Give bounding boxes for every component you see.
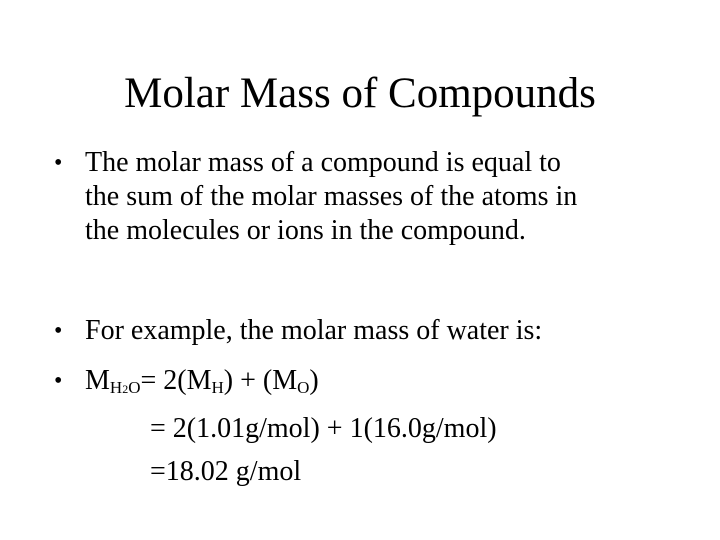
subscript-o: O — [297, 378, 310, 397]
equation-symbol: M — [85, 365, 110, 396]
subscript-o: O — [128, 378, 141, 397]
bullet-icon: • — [54, 150, 63, 176]
slide-title: Molar Mass of Compounds — [124, 70, 596, 117]
bullet-text — [85, 146, 685, 248]
subscript-h: H — [211, 378, 224, 397]
bullet-icon: • — [54, 368, 63, 394]
equation-part: ) — [309, 365, 319, 396]
bullet-line: The molar mass of a compound is equal to — [85, 147, 561, 178]
bullet-text — [85, 314, 685, 348]
bullet-line: For example, the molar mass of water is: — [85, 315, 543, 346]
equation-part: ) + (M — [223, 365, 298, 396]
equation-result: =18.02 g/mol — [150, 456, 302, 487]
bullet-icon: • — [54, 318, 63, 344]
equation-part: = 2(M — [140, 365, 212, 396]
subscript-h: H — [109, 378, 123, 397]
bullet-line: the molecules or ions in the compound. — [85, 215, 526, 246]
equation — [85, 364, 685, 398]
bullet-line: the sum of the molar masses of the atoms in — [85, 181, 578, 212]
equation-continuation: = 2(1.01g/mol) + 1(16.0g/mol) — [150, 413, 497, 444]
subscript-2: 2 — [122, 382, 129, 396]
